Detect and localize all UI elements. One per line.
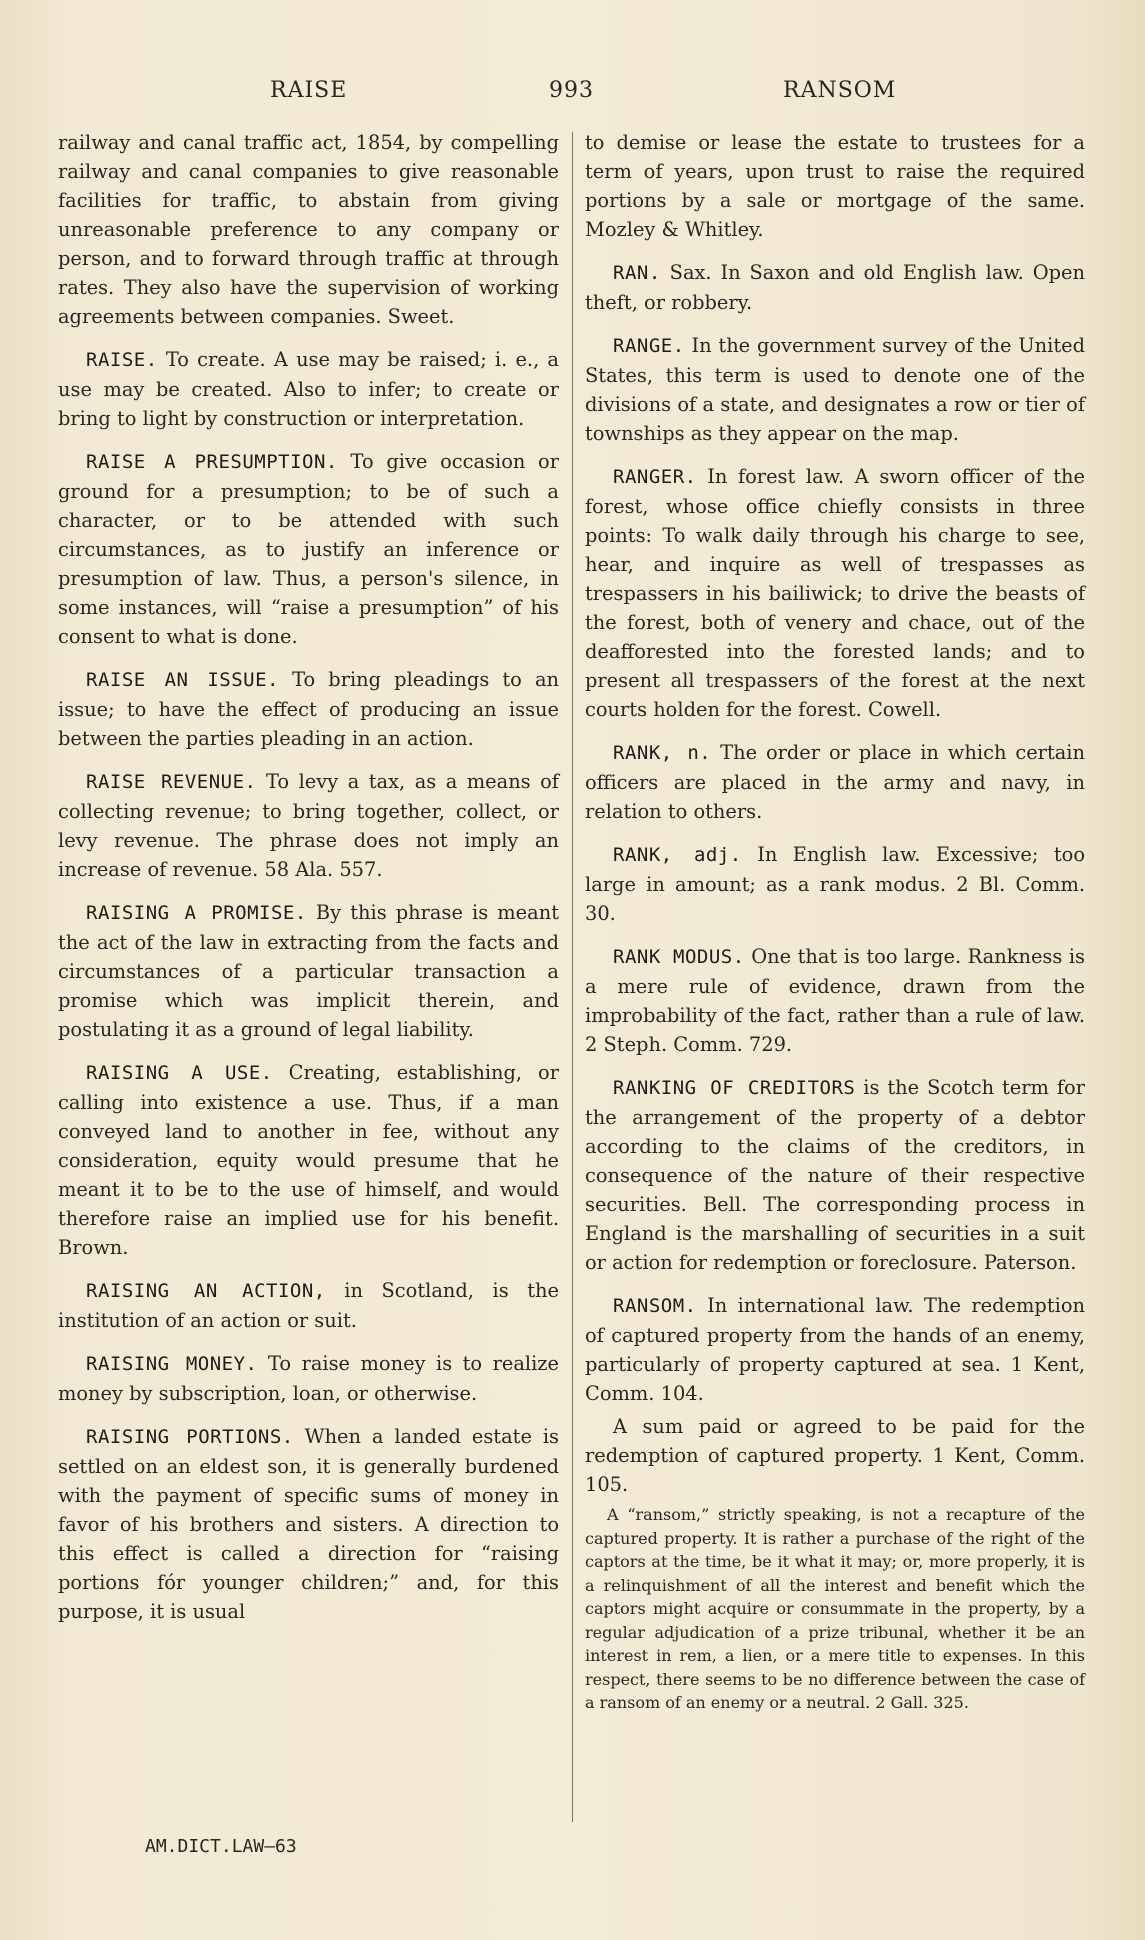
entry-raising-portions (58, 1422, 559, 1626)
entry-raising-an-action (58, 1276, 559, 1335)
entry-headword: RAISE REVENUE. (86, 771, 257, 793)
entry-definition: To levy a tax, as a means of collecting revenue; to bring together, collect, or levy revenue. The phrase does not imply an increase of revenue. 58 Ala. 557. (58, 770, 559, 881)
entry-definition: When a landed estate is settled on an eldest son, it is generally burdened with the payment of specific sums of money in favor of his brothers and sisters. A direction to this effect is called a direction for “raising portions fór younger children;” and, for this purpose, it is usual (58, 1425, 559, 1623)
entry-ranger (585, 462, 1085, 724)
entry-definition: is the Scotch term for the arrangement of the property of a debtor according to the claims of the creditors, in consequence of the nature of their respective securities. Bell. The corresponding process in England is the marshalling of securities in a suit or action for redemption or foreclosure. Paterson. (585, 1076, 1085, 1274)
entry-headword: RANK, n. (613, 742, 712, 764)
entry-definition: Creating, establishing, or calling into existence a use. Thus, if a man conveyed land to another in fee, without any consideration, equity would presume that he meant it to be to the use of himself, and would therefore raise an implied use for his benefit. Brown. (58, 1061, 559, 1259)
entry-rank-modus (585, 942, 1085, 1059)
entry-headword: RANGER. (613, 466, 697, 488)
entry-definition: in Scotland, is the institution of an action or suit. (58, 1279, 559, 1332)
entry-definition: In English law. Excessive; too large in amount; as a rank modus. 2 Bl. Comm. 30. (585, 843, 1085, 925)
entry-headword: RAISE A PRESUMPTION. (86, 451, 338, 473)
entry-definition: To raise money is to realize money by subscription, loan, or otherwise. (58, 1352, 559, 1405)
entry-definition: To create. A use may be raised; i. e., a use may be created. Also to infer; to create or bring to light by construction or interpretation. (58, 348, 559, 430)
entry-headword: RAISE AN ISSUE. (86, 669, 279, 691)
entry-definition: Sax. In Saxon and old English law. Open theft, or robbery. (585, 261, 1085, 314)
entry-ranking-of-creditors (585, 1073, 1085, 1277)
entry-definition: By this phrase is meant the act of the law in extracting from the facts and circumstances of a particular transaction a promise which was implicit therein, and postulating it as a ground of legal liability. (58, 901, 559, 1041)
entry-headword: RANSOM. (613, 1295, 697, 1317)
entry-continuation: railway and canal traffic act, 1854, by compelling railway and canal companies to give reasonable facilities for traffic, to abstain from giving unreasonable preference to any company or person, and to forward through traffic at through rates. They also have the supervision of working agreements between companies. Sweet. (58, 131, 559, 328)
entry-rank-noun (585, 738, 1085, 826)
column-divider (572, 132, 573, 1822)
entry-ran (585, 258, 1085, 317)
page-header (0, 70, 1145, 110)
entry-rank-adj (585, 840, 1085, 928)
entry-continuation: to demise or lease the estate to trustees for a term of years, upon trust to raise the required portions by a sale or mortgage of the same. Mozley & Whitley. (585, 131, 1085, 241)
entry-headword: RANK, adj. (613, 844, 742, 866)
entry-definition: To give occasion or ground for a presumption; to be of such a character, or to be attended with such circumstances, as to justify an inference or presumption of law. Thus, a person's silence, in some instances, will “raise a presumption” of his consent to what is done. (58, 450, 559, 648)
entry-range (585, 331, 1085, 448)
entry-raising-a-use (58, 1058, 559, 1262)
header-left-guide-word: RAISE (270, 78, 348, 103)
left-column (58, 128, 559, 1640)
entry-raise (58, 345, 559, 433)
entry-definition: To bring pleadings to an issue; to have the effect of producing an issue between the parties pleading in an action. (58, 668, 559, 750)
entry-definition: One that is too large. Rankness is a mere rule of evidence, drawn from the improbability of the fact, rather than a rule of law. 2 Steph. Comm. 729. (585, 945, 1085, 1056)
entry-definition: In the government survey of the United States, this term is used to denote one of the divisions of a state, and designates a row or tier of townships as they appear on the map. (585, 334, 1085, 445)
right-column (585, 128, 1085, 1715)
entry-raise-an-issue (58, 665, 559, 753)
entry-headword: RAISING MONEY. (86, 1353, 258, 1375)
entry-definition: In international law. The redemption of captured property from the hands of an enemy, particularly of property captured at sea. 1 Kent, Comm. 104. (585, 1294, 1085, 1405)
entry-headword: RAN. (613, 262, 661, 284)
entry-headword: RAISING A USE. (86, 1062, 273, 1084)
entry-headword: RAISING AN ACTION, (86, 1280, 326, 1302)
printer-signature: AM.DICT.LAW—63 (145, 1836, 297, 1857)
entry-definition: A sum paid or agreed to be paid for the redemption of captured property. 1 Kent, Comm. 105. (585, 1415, 1085, 1496)
page-number: 993 (549, 78, 594, 103)
entry-raise-a-presumption (58, 447, 559, 651)
entry-raise-revenue (58, 767, 559, 884)
entry-raising-a-promise (58, 898, 559, 1044)
entry-definition: In forest law. A sworn officer of the forest, whose office chiefly consists in three points: To walk daily through his charge to see, hear, and inquire as well of trespasses as trespassers in his bailiwick; to drive the beasts of the forest, both of venery and chace, out of the deafforested into the forested lands; and to present all trespassers of the forest at the next courts holden for the forest. Cowell. (585, 465, 1085, 721)
entry-headword: RAISE. (86, 349, 158, 371)
entry-headword: RANKING OF CREDITORS (613, 1077, 856, 1099)
entry-headword: RAISING A PROMISE. (86, 902, 307, 924)
entry-raising-money (58, 1349, 559, 1408)
header-right-guide-word: RANSOM (783, 78, 897, 103)
entry-headword: RAISING PORTIONS. (86, 1426, 294, 1448)
entry-headword: RANGE. (613, 335, 685, 357)
entry-ransom-sense-2 (585, 1412, 1085, 1499)
entry-definition: The order or place in which certain officers are placed in the army and navy, in relation to others. (585, 741, 1085, 823)
entry-headword: RANK MODUS. (613, 946, 745, 968)
ransom-note: A “ransom,” strictly speaking, is not a recapture of the captured property. It is rather a purchase of the right of the captors at the time, be it what it may; or, more properly, it is a relinquishment of all the interest and benefit which the captors might acquire or consummate in the property, by a regular adjudication of a prize tribunal, whether it be an interest in rem, a lien, or a mere title to expenses. In this respect, there seems to be no difference between the case of a ransom of an enemy or a neutral. 2 Gall. 325. (585, 1505, 1085, 1712)
entry-ransom (585, 1291, 1085, 1408)
